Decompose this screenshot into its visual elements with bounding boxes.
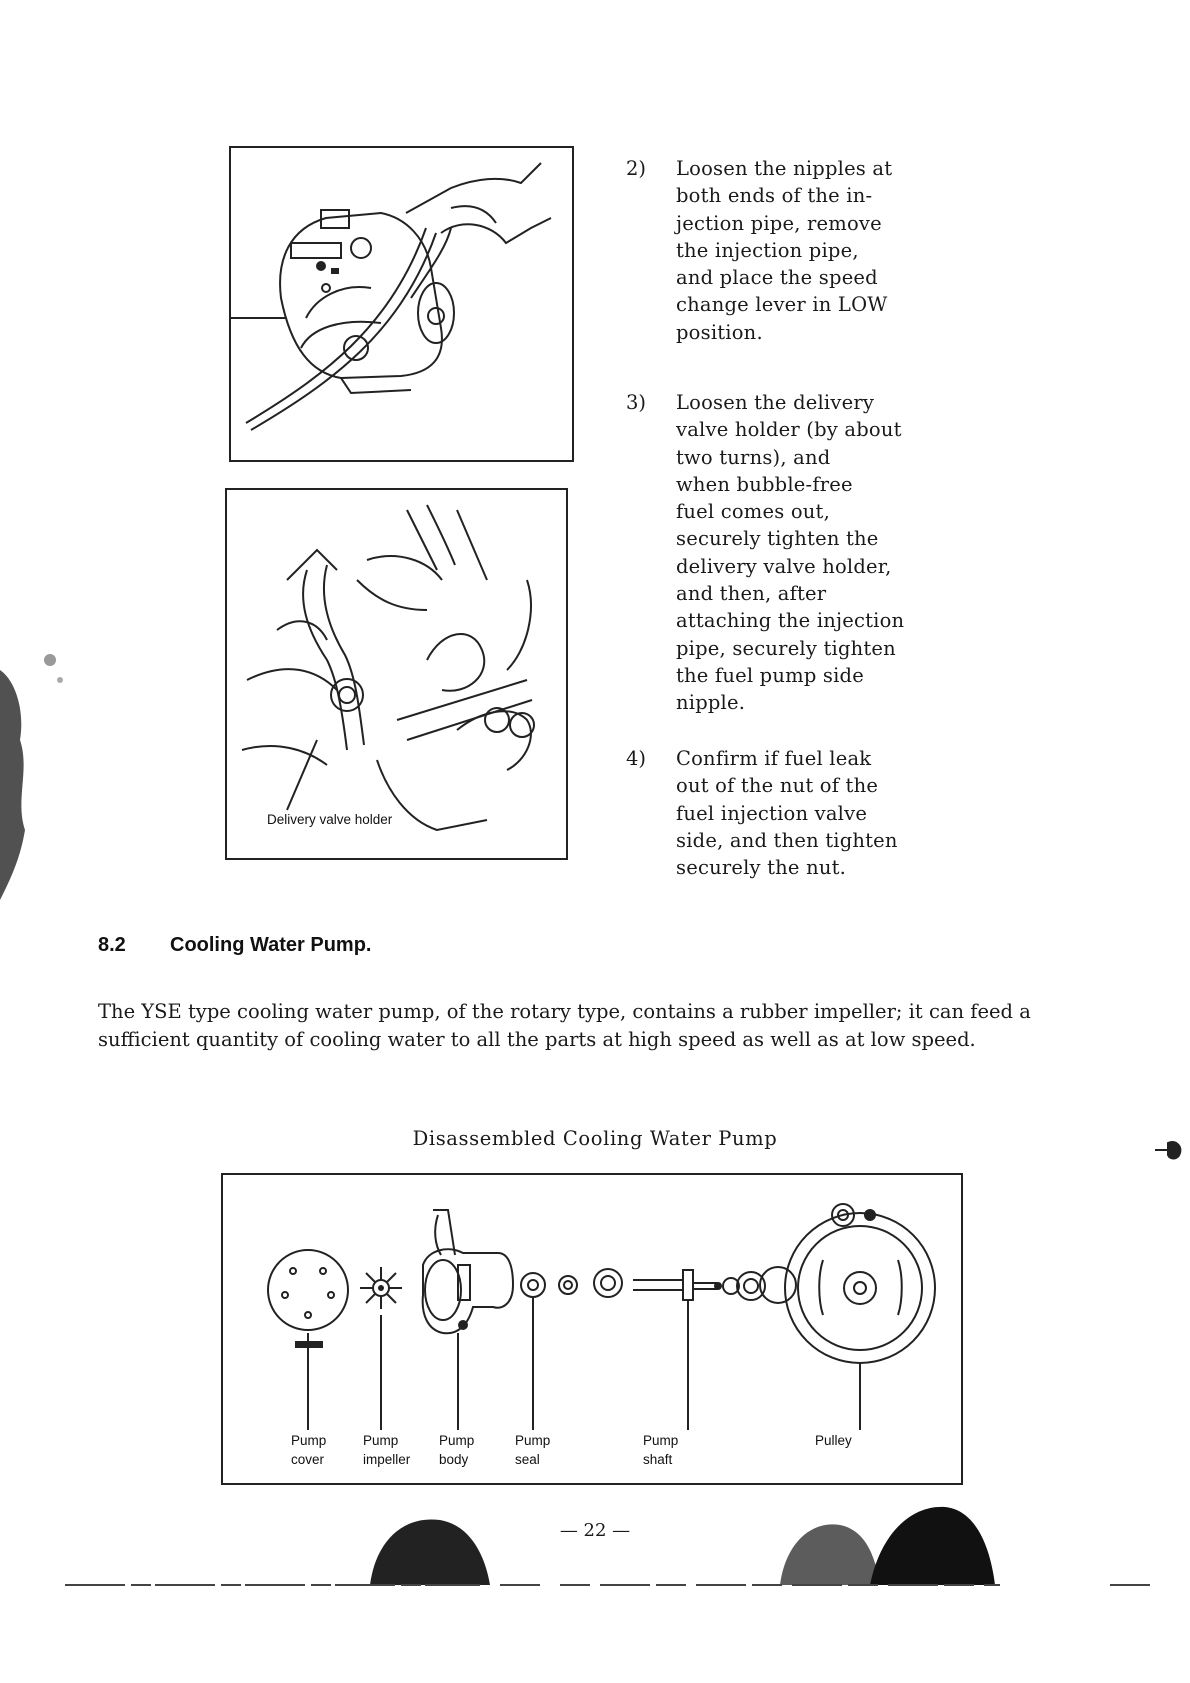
left-margin-scan-smudge xyxy=(0,650,80,910)
section-number: 8.2 xyxy=(98,934,126,956)
step-4-number: 4) xyxy=(626,747,647,770)
label-pulley: Pulley xyxy=(815,1433,852,1448)
section-heading xyxy=(98,934,371,957)
pump-figure-caption: Disassembled Cooling Water Pump xyxy=(412,1127,778,1150)
injection-pipe-illustration xyxy=(231,148,572,460)
label-pump-seal: Pump seal xyxy=(515,1433,551,1467)
bottom-left-scan-smudge xyxy=(360,1505,510,1585)
label-pump-shaft: Pump shaft xyxy=(643,1433,679,1467)
label-pump-body: Pump body xyxy=(439,1433,475,1467)
pump-description-paragraph: The YSE type cooling water pump, of the rotary type, contains a rubber impeller; it can feed a sufficient quantity of cooling water to all the parts at high speed as well as at low speed. xyxy=(98,1000,1031,1051)
label-pump-impeller: Pump impeller xyxy=(363,1433,411,1467)
section-title: Cooling Water Pump. xyxy=(170,934,372,956)
bottom-right-scan-smudge xyxy=(770,1495,1010,1585)
page-number: — 22 — xyxy=(559,1520,631,1541)
step-3-number: 3) xyxy=(626,391,647,414)
step-3 xyxy=(626,389,924,717)
step-2-text: Loosen the nipples at both ends of the in- jection pipe, remove the injection pipe, and place the speed change lever in LOW position. xyxy=(676,157,893,344)
step-2 xyxy=(626,155,924,346)
figure-delivery-valve-holder xyxy=(225,488,568,860)
bottom-rule xyxy=(0,1582,1190,1588)
step-4 xyxy=(626,745,924,881)
step-2-number: 2) xyxy=(626,157,647,180)
figure-disassembled-pump xyxy=(221,1173,963,1485)
right-margin-mark xyxy=(1150,1135,1190,1165)
delivery-valve-illustration xyxy=(227,490,566,858)
step-3-text: Loosen the delivery valve holder (by about two turns), and when bubble-free fuel comes out, securely tighten the delivery valve holder, and then, after attaching the injection pipe, securely tighten the fuel pump side nipple. xyxy=(676,391,905,715)
figure-injection-pipe xyxy=(229,146,574,462)
label-pump-cover: Pump cover xyxy=(291,1433,327,1467)
step-4-text: Confirm if fuel leak out of the nut of the fuel injection valve side, and then tighten securely the nut. xyxy=(676,747,898,880)
delivery-valve-holder-label: Delivery valve holder xyxy=(267,812,393,827)
